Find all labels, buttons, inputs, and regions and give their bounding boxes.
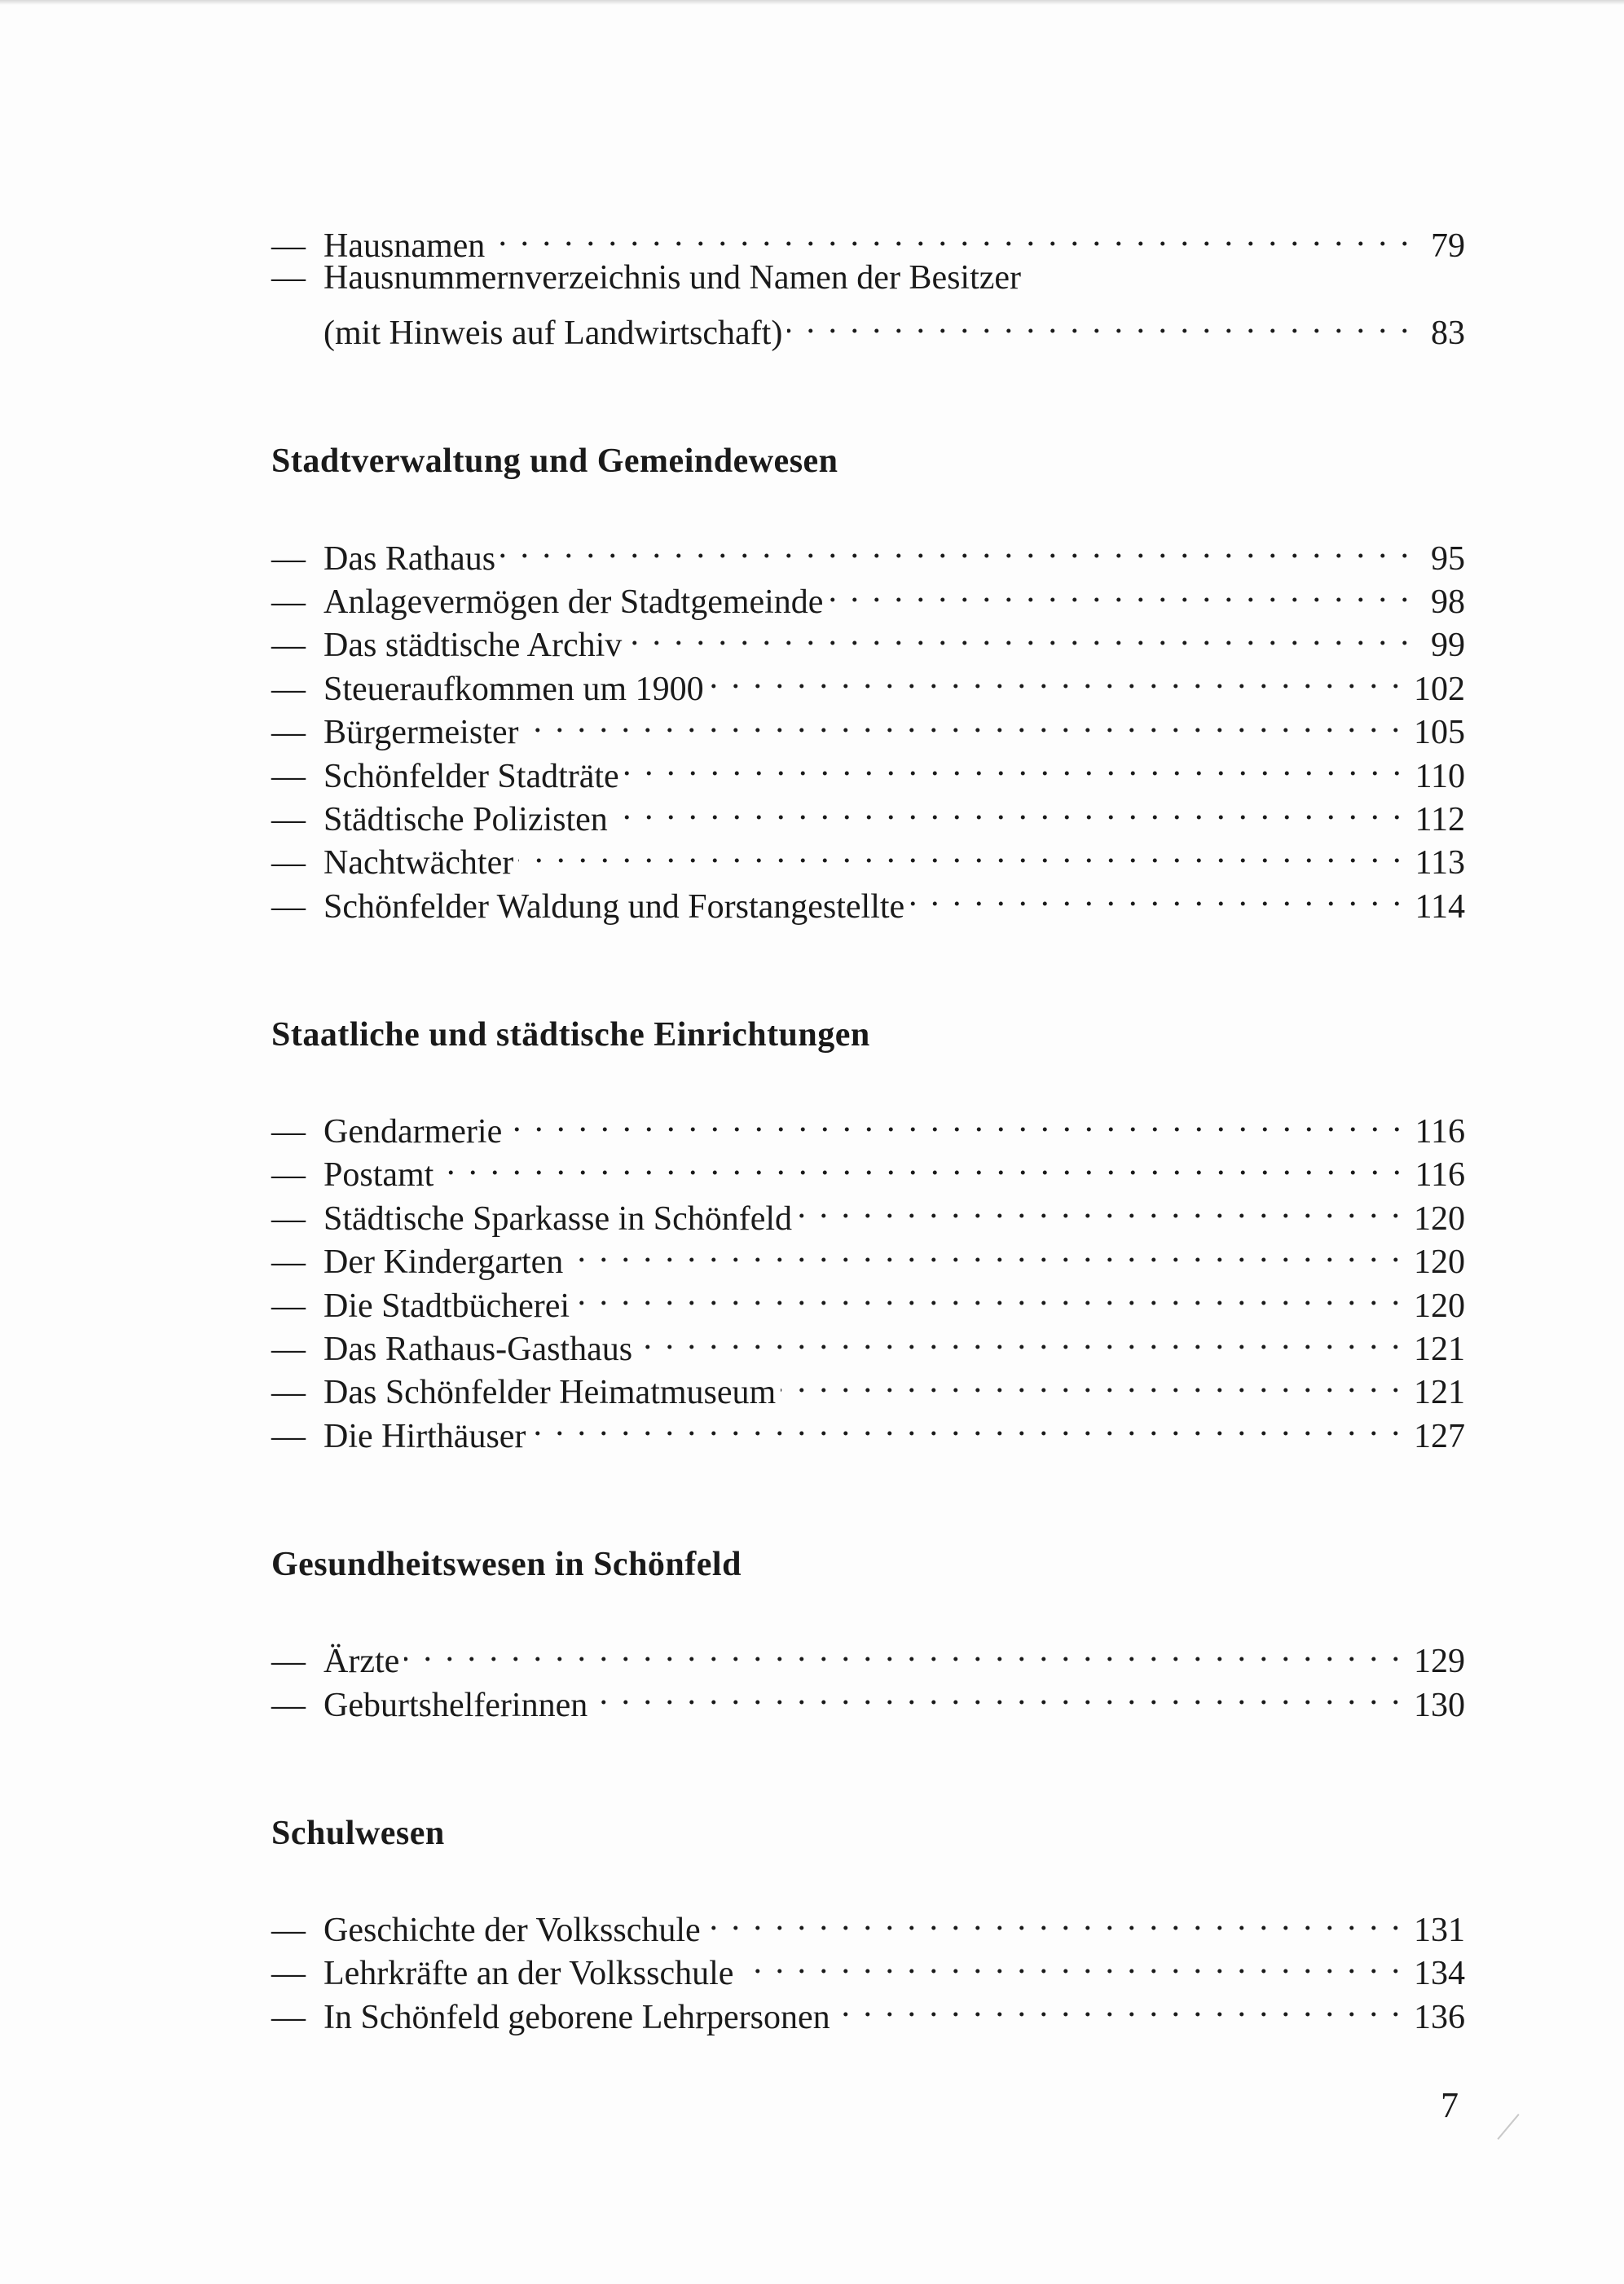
entry-dash: —	[271, 1643, 306, 1681]
dot-leader	[787, 301, 1411, 344]
toc-section-einrichtungen	[271, 1014, 1465, 1455]
entry-title: Bürgermeister	[323, 714, 519, 752]
entry-title: Hausnamen	[323, 227, 486, 266]
entry-dash: —	[271, 844, 306, 882]
entry-page-number: 95	[1431, 539, 1465, 578]
entry-page-number: 120	[1414, 1287, 1465, 1325]
toc-entry[interactable]	[271, 257, 1465, 300]
entry-page-number: 112	[1415, 800, 1465, 838]
entry-title: Ärzte	[323, 1643, 400, 1681]
entry-page-number: 99	[1431, 627, 1465, 665]
section-heading: Schulwesen	[271, 1814, 445, 1852]
dot-leader	[404, 1629, 1402, 1672]
dot-leader	[709, 656, 1402, 699]
dot-leader	[592, 1672, 1402, 1715]
section-heading: Stadtverwaltung und Gemeindewesen	[271, 442, 838, 481]
entry-dash: —	[271, 259, 306, 297]
entry-page-number: 102	[1414, 670, 1465, 708]
entry-title: Steueraufkommen um 1900	[323, 670, 704, 708]
entry-title: Das städtische Archiv	[323, 627, 623, 665]
dot-leader	[828, 570, 1411, 613]
entry-dash: —	[271, 1243, 306, 1282]
entry-page-number: 121	[1414, 1331, 1465, 1369]
toc-entry[interactable]	[271, 1629, 1465, 1681]
entry-dash: —	[271, 539, 306, 578]
entry-page-number: 98	[1431, 583, 1465, 621]
entry-dash: —	[271, 1955, 306, 1993]
entry-dash: —	[271, 1374, 306, 1412]
dot-leader	[438, 1142, 1403, 1186]
dot-leader	[568, 1230, 1402, 1273]
dot-leader	[909, 874, 1403, 917]
toc-entry[interactable]	[271, 1898, 1465, 1949]
toc-entry[interactable]	[271, 1142, 1465, 1195]
entry-page-number: 131	[1414, 1911, 1465, 1949]
entry-title: Schönfelder Waldung und Forstangestellte	[323, 887, 905, 926]
dot-leader	[530, 1403, 1402, 1446]
entry-title: Das Rathaus	[323, 539, 496, 578]
entry-page-number: 120	[1414, 1243, 1465, 1282]
entry-dash: —	[271, 627, 306, 665]
entry-title: Anlagevermögen der Stadtgemeinde	[323, 583, 824, 621]
entry-title-continuation: (mit Hinweis auf Landwirtschaft)	[323, 315, 783, 353]
entry-dash: —	[271, 1113, 306, 1151]
toc-section-hausnamen	[271, 213, 1465, 353]
pencil-mark	[1497, 2114, 1519, 2140]
entry-dash: —	[271, 1911, 306, 1949]
entry-title: Geburtshelferinnen	[323, 1686, 588, 1724]
entry-title: Das Rathaus-Gasthaus	[323, 1331, 633, 1369]
entry-dash: —	[271, 800, 306, 838]
toc-entry-continuation[interactable]	[271, 301, 1465, 353]
entry-dash: —	[271, 1417, 306, 1455]
entry-page-number: 134	[1414, 1955, 1465, 1993]
dot-leader	[624, 743, 1404, 786]
entry-page-number: 83	[1431, 315, 1465, 353]
entry-dash: —	[271, 227, 306, 266]
dot-leader	[524, 700, 1403, 743]
entry-dash: —	[271, 670, 306, 708]
entry-dash: —	[271, 1686, 306, 1724]
toc-section-gesundheitswesen	[271, 1543, 1465, 1724]
scan-edge	[0, 0, 1624, 5]
toc-entry[interactable]	[271, 1099, 1465, 1151]
entry-page-number: 79	[1431, 227, 1465, 266]
entry-dash: —	[271, 1287, 306, 1325]
entry-dash: —	[271, 1998, 306, 2036]
entry-title: Postamt	[323, 1156, 434, 1195]
entry-dash: —	[271, 714, 306, 752]
entry-page-number: 127	[1414, 1417, 1465, 1455]
entry-title: Nachtwächter	[323, 844, 514, 882]
entry-title: Die Stadtbücherei	[323, 1287, 570, 1325]
entry-page-number: 136	[1414, 1998, 1465, 2036]
dot-leader	[835, 1984, 1402, 2027]
dot-leader	[706, 1898, 1402, 1941]
entry-page-number: 120	[1414, 1199, 1465, 1238]
dot-leader	[627, 613, 1411, 656]
toc-section-stadtverwaltung	[271, 440, 1465, 926]
entry-page-number: 113	[1415, 844, 1465, 882]
entry-page-number: 116	[1415, 1113, 1465, 1151]
dot-leader	[507, 1099, 1403, 1142]
entry-dash: —	[271, 757, 306, 795]
entry-dash: —	[271, 1331, 306, 1369]
entry-title: Hausnummernverzeichnis und Namen der Besitzer	[323, 259, 1022, 297]
entry-title: Das Schönfelder Heimatmuseum	[323, 1374, 777, 1412]
entry-dash: —	[271, 1199, 306, 1238]
toc-entry[interactable]	[271, 213, 1465, 266]
page-number-footer: 7	[1441, 2085, 1459, 2125]
dot-leader	[797, 1186, 1402, 1229]
entry-title: In Schönfeld geborene Lehrpersonen	[323, 1998, 830, 2036]
table-of-contents	[271, 213, 1465, 2036]
dot-leader	[574, 1273, 1402, 1316]
entry-page-number: 121	[1414, 1374, 1465, 1412]
entry-page-number: 116	[1415, 1156, 1465, 1195]
entry-title: Lehrkräfte an der Volksschule	[323, 1955, 734, 1993]
entry-title: Die Hirthäuser	[323, 1417, 526, 1455]
toc-section-schulwesen	[271, 1812, 1465, 2036]
toc-entry[interactable]	[271, 1672, 1465, 1724]
toc-entry[interactable]	[271, 526, 1465, 578]
section-heading: Staatliche und städtische Einrichtungen	[271, 1015, 870, 1054]
entry-title: Gendarmerie	[323, 1113, 503, 1151]
dot-leader	[781, 1360, 1402, 1403]
dot-leader	[500, 526, 1411, 569]
entry-title: Städtische Sparkasse in Schönfeld	[323, 1199, 793, 1238]
entry-page-number: 114	[1415, 887, 1465, 926]
entry-page-number: 129	[1414, 1643, 1465, 1681]
entry-title: Schönfelder Stadträte	[323, 757, 619, 795]
dot-leader	[738, 1941, 1402, 1984]
entry-page-number: 130	[1414, 1686, 1465, 1724]
entry-dash: —	[271, 583, 306, 621]
dot-leader	[613, 787, 1404, 830]
entry-title: Geschichte der Volksschule	[323, 1911, 701, 1949]
entry-title: Städtische Polizisten	[323, 800, 608, 838]
entry-dash: —	[271, 1156, 306, 1195]
section-heading: Gesundheitswesen in Schönfeld	[271, 1545, 742, 1583]
entry-title: Der Kindergarten	[323, 1243, 564, 1282]
entry-dash: —	[271, 887, 306, 926]
toc-entry[interactable]	[271, 1186, 1465, 1238]
entry-page-number: 105	[1414, 714, 1465, 752]
dot-leader	[637, 1317, 1402, 1360]
dot-leader	[518, 830, 1403, 874]
entry-page-number: 110	[1415, 757, 1465, 795]
dot-leader	[490, 213, 1411, 257]
